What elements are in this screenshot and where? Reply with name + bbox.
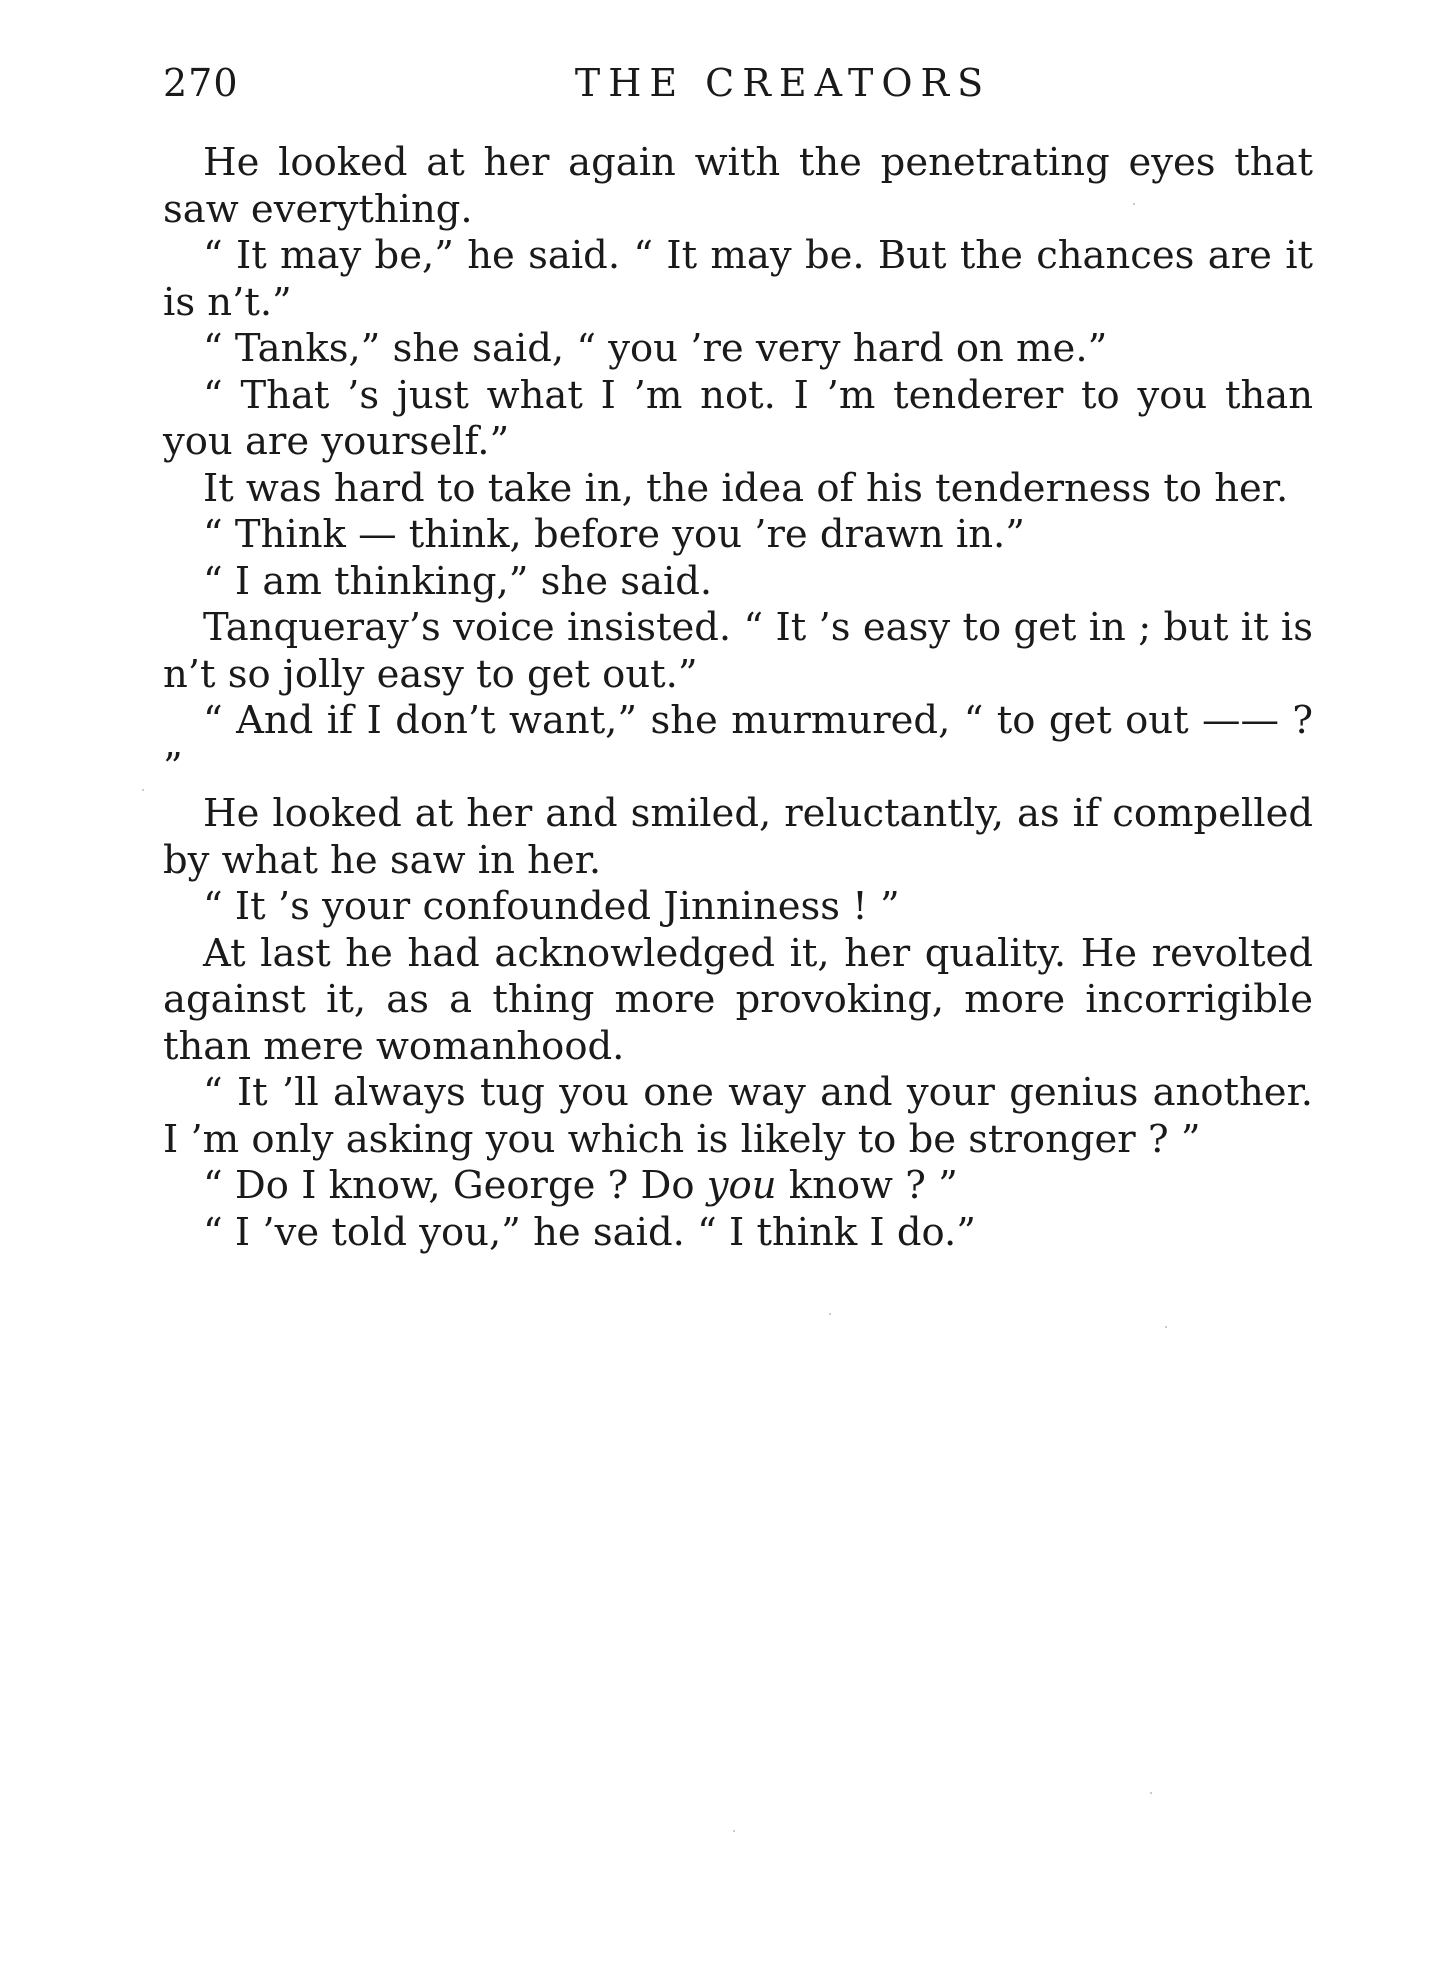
body-text (163, 140, 1313, 1256)
scan-speck (1133, 203, 1135, 205)
running-head (163, 58, 1313, 108)
paragraph: At last he had acknowledged it, her quality. He revolted against it, as a thing more provoking, more incorrigible than mere womanhood. (163, 930, 1313, 1069)
paragraph: “ That ’s just what I ’m not. I ’m tenderer to you than you are yourself.” (163, 372, 1313, 464)
paragraph: “ It ’s your confounded Jinniness ! ” (203, 884, 900, 929)
paragraph: Tanqueray’s voice insisted. “ It ’s easy to get in ; but it is n’t so jolly easy to get out.” (163, 605, 1313, 697)
paragraph-segment: know ? ” (776, 1163, 958, 1208)
paragraph: He looked at her again with the penetrating eyes that saw everything. (163, 140, 1313, 232)
paragraph: He looked at her and smiled, reluctantly, as if compelled by what he saw in her. (163, 791, 1313, 883)
paragraph: “ And if I don’t want,” she murmured, “ to get out —— ? ” (163, 698, 1313, 790)
paragraph: “ It ’ll always tug you one way and your genius another. I ’m only asking you which is likely to be stronger ? ” (163, 1070, 1313, 1162)
scan-speck (829, 1313, 831, 1315)
scan-speck (1165, 1326, 1167, 1328)
book-title: THE CREATORS (574, 61, 992, 105)
emphasized-word: you (706, 1163, 777, 1208)
paragraph: “ It may be,” he said. “ It may be. But the chances are it is n’t.” (163, 233, 1313, 325)
paragraph: “ I am thinking,” she said. (203, 558, 713, 604)
page-number: 270 (163, 61, 239, 105)
paragraph: “ I ’ve told you,” he said. “ I think I do.” (203, 1209, 976, 1255)
paragraph-with-emphasis (163, 1163, 1313, 1210)
scan-speck (142, 789, 144, 791)
scan-speck (1150, 1792, 1152, 1794)
paragraph: “ Tanks,” she said, “ you ’re very hard on me.” (203, 326, 1108, 371)
paragraph: It was hard to take in, the idea of his tenderness to her. (203, 465, 1289, 511)
paragraph: “ Think — think, before you ’re drawn in.” (203, 512, 1025, 557)
scan-speck (733, 1830, 735, 1832)
paragraph-segment: “ Do I know, George ? Do (203, 1163, 707, 1208)
